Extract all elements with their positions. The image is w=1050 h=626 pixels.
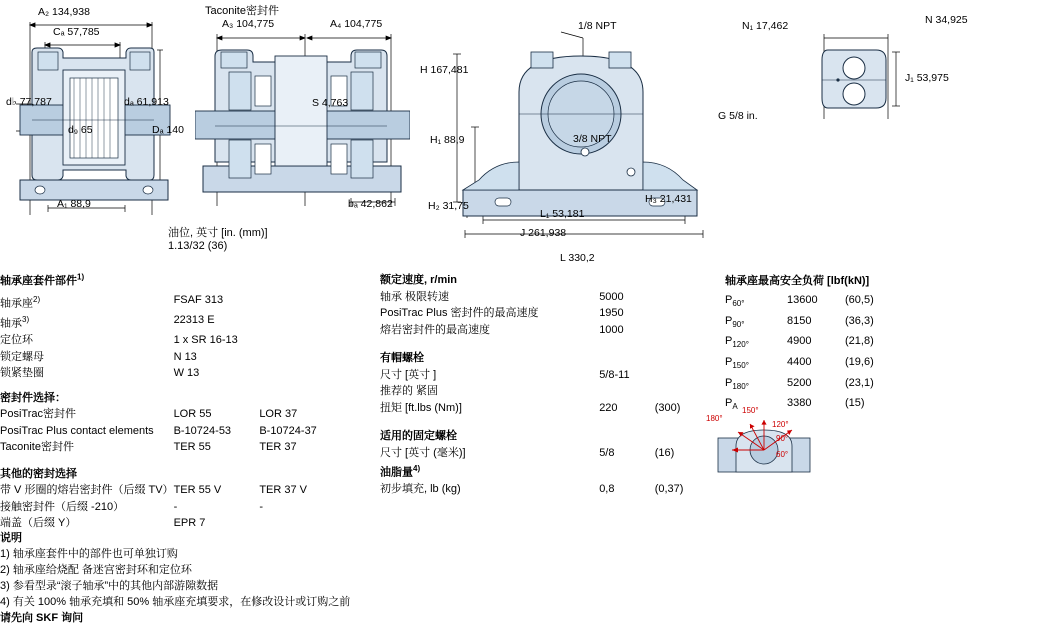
table-row	[0, 439, 345, 456]
dim-NPT-18: 1/8 NPT	[578, 20, 617, 32]
drawing-2	[195, 16, 410, 216]
row-label: 轴承 极限转速	[380, 290, 450, 303]
dim-db: d♭ 77,787	[6, 96, 52, 108]
footnote-item: 1) 轴承座套件中的部件也可单独订购	[0, 548, 178, 560]
dim-L1: L₁ 53,181	[540, 208, 585, 220]
table-row	[0, 292, 345, 312]
row-label: 推荐的 紧固	[380, 385, 439, 397]
row-label-sub: 150°	[732, 361, 749, 371]
row-value-1	[599, 383, 655, 400]
row-label: 尺寸 [英寸 ]	[380, 368, 437, 381]
footnote-item: 2) 轴承座给烧配 备迷宫密封环和定位环	[0, 564, 192, 576]
dim-A3: A₃ 104,775	[222, 18, 275, 30]
table-row	[380, 481, 710, 498]
dim-H: H 167,481	[420, 64, 469, 76]
dim-H1: H₁ 88,9	[430, 134, 465, 146]
row-label-sub: 180°	[732, 381, 749, 391]
footnote-item: 4) 有关 100% 轴承充填和 50% 轴承座充填要求，在修改设计或订购之前	[0, 596, 351, 608]
row-value-1: N 13	[173, 350, 197, 363]
load-angle-diagram	[712, 408, 832, 478]
row-label: 带 V 形圈的熔岩密封件（后缀 TV）	[0, 484, 174, 497]
row-value-1: 1000	[599, 323, 624, 336]
row-value-1: 4900	[787, 335, 812, 348]
table-row	[725, 292, 905, 313]
bolt-header-text: 有帽螺栓	[380, 352, 424, 364]
row-value-1: -	[173, 500, 178, 513]
row-label: Taconite密封件	[0, 441, 74, 454]
speed-header-text: 额定速度, r/min	[380, 274, 458, 286]
row-label: 接触密封件（后缀 -210）	[0, 500, 125, 513]
row-value-2: -	[259, 500, 263, 513]
row-value-2: (60,5)	[845, 294, 874, 306]
row-value-2	[655, 322, 710, 339]
row-label: 轴承座	[0, 297, 33, 310]
drawing-2-title: Taconite密封件	[205, 5, 279, 17]
housing-kit-table	[0, 272, 345, 532]
dim-H3: H₃ 21,431	[645, 193, 692, 205]
table-row	[380, 322, 710, 339]
dim-S: S 4,763	[312, 97, 349, 109]
table-row	[380, 289, 710, 306]
row-value-2	[259, 292, 345, 312]
fix-header-row	[380, 428, 710, 445]
row-value-1: TER 55	[173, 441, 211, 454]
table-row	[0, 423, 345, 440]
row-value-1: 4400	[787, 356, 812, 369]
angle-label-90: 90°	[776, 434, 789, 443]
row-label: P	[725, 376, 733, 389]
table-row	[0, 456, 345, 466]
row-value-1: 220	[599, 401, 618, 414]
angle-label-60: 60°	[776, 450, 789, 459]
row-value-1: FSAF 313	[173, 294, 224, 306]
speed-load-table	[380, 272, 710, 498]
row-label: PosiTrac密封件	[0, 408, 76, 421]
row-label: 扭矩 [ft.lbs (Nm)]	[380, 401, 462, 414]
footnote-final: 请先向 SKF 询问	[0, 612, 84, 624]
table-row	[380, 445, 710, 462]
bolt-header-row	[380, 350, 710, 367]
row-value-1: 22313 E	[173, 314, 215, 327]
row-value-1: 8150	[787, 314, 812, 327]
left-table-title	[0, 272, 345, 288]
row-value-2: TER 37 V	[259, 484, 307, 497]
row-value-2: LOR 37	[259, 408, 298, 421]
angle-label-180: 180°	[706, 414, 723, 423]
table-row	[380, 416, 710, 428]
footnotes	[0, 530, 700, 626]
row-label: P	[725, 294, 733, 306]
row-value-1: 0,8	[599, 483, 615, 496]
row-value-2: (0,37)	[654, 483, 684, 496]
row-value-2	[259, 332, 345, 349]
row-label: 定位环	[0, 334, 33, 347]
dim-A4: A₄ 104,775	[330, 18, 383, 30]
safe-load-table	[725, 272, 1045, 416]
seal-header-text: 密封件选择：	[0, 391, 66, 404]
row-value-1: 13600	[787, 294, 818, 306]
row-label: 锁定螺母	[0, 350, 44, 363]
row-value-1: W 13	[173, 367, 200, 380]
dim-J1: J₁ 53,975	[905, 72, 949, 84]
row-value-2: (36,3)	[845, 314, 874, 327]
dim-ba: bₐ 42,862	[348, 198, 393, 210]
dim-da: dₐ 61,913	[124, 96, 169, 108]
table-row	[725, 354, 905, 375]
grease-header-sup: 4)	[413, 464, 421, 473]
row-value-1: 1950	[599, 307, 624, 319]
row-label: P	[725, 314, 733, 327]
other-seal-header	[0, 466, 345, 483]
row-value-2: (15)	[845, 397, 865, 410]
row-value-2: (16)	[654, 446, 675, 459]
dim-N: N 34,925	[925, 14, 968, 26]
other-header-text: 其他的密封选择	[0, 467, 77, 480]
row-value-2: (300)	[654, 401, 681, 414]
grease-header-row	[380, 461, 710, 481]
table-row	[725, 333, 905, 354]
row-label: 熔岩密封件的最高速度	[380, 323, 490, 336]
row-value-2	[259, 349, 345, 366]
grease-header-text: 油脂量	[380, 466, 413, 479]
footnote-item: 3) 参看型录“滚子轴承”中的其他内部游隙数据	[0, 580, 219, 592]
dim-NPT-38: 3/8 NPT	[573, 133, 612, 145]
row-label: P	[725, 335, 733, 348]
row-label: PosiTrac Plus contact elements	[0, 424, 154, 437]
dim-N1: N₁ 17,462	[742, 20, 789, 32]
table-row	[0, 312, 345, 332]
row-value-2: B-10724-37	[259, 424, 317, 437]
oil-level-value: 1.13/32 (36)	[168, 240, 228, 252]
row-label: 端盖（后缀 Y）	[0, 517, 77, 530]
dim-Da: Dₐ 140	[152, 124, 184, 136]
row-label: 轴承	[0, 317, 22, 330]
row-label: 尺寸 [英寸 (毫米)]	[380, 446, 466, 459]
row-label: 初步填充, lb (kg)	[380, 483, 461, 496]
table-row	[0, 365, 345, 382]
dim-Ca: Cₐ 57,785	[53, 26, 100, 38]
drawing-4	[810, 24, 910, 134]
row-value-1: 5200	[787, 376, 812, 389]
row-label: PosiTrac Plus 密封件的最高速度	[380, 307, 539, 319]
table-row	[0, 349, 345, 366]
row-value-1: TER 55 V	[173, 484, 222, 497]
row-value-2: (19,6)	[845, 356, 874, 369]
table-row	[0, 406, 345, 423]
row-value-1: 5/8	[599, 446, 615, 459]
dim-H2: H₂ 31,75	[428, 200, 469, 212]
row-value-1: B-10724-53	[173, 424, 232, 437]
footnotes-title: 说明	[0, 532, 22, 544]
row-value-2	[259, 365, 345, 382]
dim-J: J 261,938	[520, 227, 567, 239]
dim-A1: A₁ 88,9	[57, 198, 91, 210]
dim-L: L 330,2	[560, 252, 595, 264]
table-row	[380, 383, 710, 400]
table-row	[380, 338, 710, 350]
row-label-sub: 90°	[732, 319, 745, 329]
dim-dg: d₉ 65	[68, 124, 93, 136]
row-value-2: (21,8)	[845, 335, 874, 348]
table-row	[0, 382, 345, 390]
safe-load-header: 轴承座最高安全负荷 [lbf(kN)]	[725, 275, 870, 287]
table-row	[0, 482, 345, 499]
row-value-2: (23,1)	[845, 376, 874, 389]
table-row	[380, 305, 710, 322]
row-label: P	[725, 397, 733, 410]
seal-section-header	[0, 390, 345, 407]
dim-A2: A₂ 134,938	[38, 6, 90, 18]
table-row	[725, 313, 905, 334]
row-value-1: 3380	[787, 397, 812, 410]
row-label-sup: 3)	[22, 315, 30, 325]
row-value-1: 5/8-11	[599, 368, 630, 381]
angle-label-120: 120°	[772, 420, 789, 429]
row-value-2: TER 37	[259, 441, 297, 454]
speed-header-row	[380, 272, 710, 289]
row-value-1: 1 x SR 16-13	[173, 334, 238, 347]
row-value-2	[259, 312, 345, 332]
row-value-1: LOR 55	[173, 408, 212, 421]
left-table-title-text: 轴承座套件部件	[0, 275, 77, 287]
row-label-sup: 2)	[33, 295, 41, 304]
row-value-1: EPR 7	[173, 517, 206, 530]
row-value-2	[655, 383, 710, 400]
row-label-sub: 120°	[732, 340, 749, 350]
row-value-2	[655, 305, 710, 322]
table-row	[0, 332, 345, 349]
row-value-2	[655, 367, 710, 384]
row-value-1: 5000	[599, 290, 624, 303]
dim-G: G 5/8 in.	[718, 110, 758, 122]
row-label: P	[725, 356, 733, 369]
row-label-sub: 60°	[732, 299, 745, 309]
row-label-sub: A	[732, 402, 738, 412]
table-row	[380, 400, 710, 417]
row-label: 锁紧垫圈	[0, 367, 44, 380]
table-row	[725, 375, 905, 396]
table-row	[0, 499, 345, 516]
table-row	[380, 367, 710, 384]
oil-level-caption: 油位, 英寸 [in. (mm)]	[168, 227, 268, 239]
left-table-title-sup: 1)	[77, 272, 85, 282]
fix-header-text: 适用的固定螺栓	[380, 430, 457, 442]
angle-label-150: 150°	[742, 406, 759, 415]
row-value-2	[655, 289, 710, 306]
